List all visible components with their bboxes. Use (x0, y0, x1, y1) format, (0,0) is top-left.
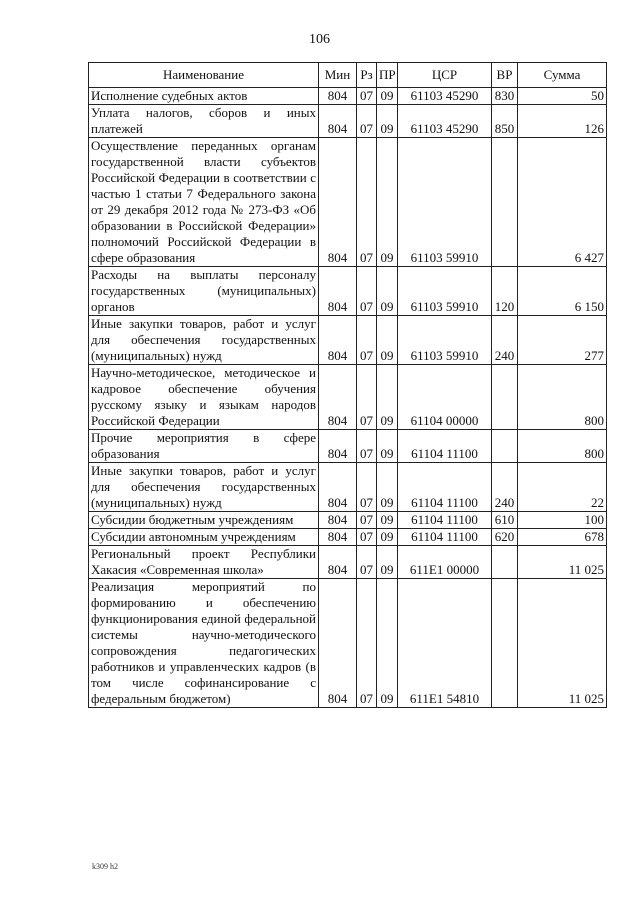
header-pr: ПР (377, 63, 398, 88)
page-number: 106 (309, 32, 330, 47)
cell-csr: 61103 45290 (398, 105, 492, 138)
cell-min: 804 (319, 579, 357, 708)
cell-min: 804 (319, 529, 357, 546)
table-row (89, 430, 607, 463)
table-row (89, 88, 607, 105)
cell-pr: 09 (377, 430, 398, 463)
table-row (89, 267, 607, 316)
cell-rz: 07 (357, 88, 377, 105)
cell-pr: 09 (377, 88, 398, 105)
cell-rz: 07 (357, 267, 377, 316)
cell-sum: 22 (518, 463, 607, 512)
cell-vr: 610 (492, 512, 518, 529)
cell-min: 804 (319, 105, 357, 138)
cell-min: 804 (319, 365, 357, 430)
cell-vr (492, 365, 518, 430)
cell-csr: 61104 11100 (398, 512, 492, 529)
table-row (89, 579, 607, 708)
cell-rz: 07 (357, 512, 377, 529)
cell-sum: 11 025 (518, 546, 607, 579)
cell-min: 804 (319, 138, 357, 267)
cell-sum: 100 (518, 512, 607, 529)
cell-pr: 09 (377, 316, 398, 365)
cell-min: 804 (319, 546, 357, 579)
cell-sum: 11 025 (518, 579, 607, 708)
cell-name: Расходы на выплаты персоналу государственных (муниципальных) органов (89, 267, 319, 316)
cell-name: Субсидии автономным учреждениям (89, 529, 319, 546)
cell-name: Иные закупки товаров, работ и услуг для обеспечения государственных (муниципальных) нужд (89, 463, 319, 512)
cell-vr (492, 579, 518, 708)
cell-min: 804 (319, 430, 357, 463)
cell-vr: 240 (492, 463, 518, 512)
cell-csr: 61104 11100 (398, 463, 492, 512)
cell-sum: 126 (518, 105, 607, 138)
table-row (89, 105, 607, 138)
cell-sum: 50 (518, 88, 607, 105)
cell-min: 804 (319, 267, 357, 316)
table-row (89, 512, 607, 529)
cell-sum: 800 (518, 430, 607, 463)
cell-csr: 61103 59910 (398, 267, 492, 316)
cell-csr: 611E1 00000 (398, 546, 492, 579)
cell-name: Исполнение судебных актов (89, 88, 319, 105)
cell-sum: 6 427 (518, 138, 607, 267)
header-min: Мин (319, 63, 357, 88)
cell-min: 804 (319, 463, 357, 512)
cell-rz: 07 (357, 546, 377, 579)
cell-pr: 09 (377, 546, 398, 579)
cell-pr: 09 (377, 138, 398, 267)
table-row (89, 365, 607, 430)
cell-vr (492, 138, 518, 267)
cell-sum: 800 (518, 365, 607, 430)
cell-name: Региональный проект Республики Хакасия «Современная школа» (89, 546, 319, 579)
table-row (89, 546, 607, 579)
cell-name: Иные закупки товаров, работ и услуг для обеспечения государственных (муниципальных) нужд (89, 316, 319, 365)
header-csr: ЦСР (398, 63, 492, 88)
table-body (89, 88, 607, 708)
cell-vr (492, 430, 518, 463)
cell-rz: 07 (357, 463, 377, 512)
table-row (89, 138, 607, 267)
cell-rz: 07 (357, 365, 377, 430)
cell-name: Осуществление переданных органам государственной власти субъектов Российской Федерации в соответствии с частью 1 статьи 7 Федерального закона от 29 декабря 2012 года № 273-ФЗ «Об образовании в Российской Федерации» полномочий Российской Федерации в сфере образования (89, 138, 319, 267)
cell-pr: 09 (377, 529, 398, 546)
cell-csr: 61104 11100 (398, 529, 492, 546)
header-sum: Сумма (518, 63, 607, 88)
cell-rz: 07 (357, 138, 377, 267)
cell-rz: 07 (357, 579, 377, 708)
table-row (89, 316, 607, 365)
cell-vr: 120 (492, 267, 518, 316)
cell-vr: 240 (492, 316, 518, 365)
cell-vr: 850 (492, 105, 518, 138)
header-vr: ВР (492, 63, 518, 88)
budget-table (88, 62, 607, 708)
cell-pr: 09 (377, 267, 398, 316)
cell-min: 804 (319, 512, 357, 529)
cell-csr: 61103 59910 (398, 316, 492, 365)
table-row (89, 463, 607, 512)
cell-name: Реализация мероприятий по формированию и обеспечению функционирования единой федеральной системы научно-методического сопровождения педагогических работников и управленческих кадров (в том числе софинансирование с федеральным бюджетом) (89, 579, 319, 708)
cell-name: Прочие мероприятия в сфере образования (89, 430, 319, 463)
cell-vr (492, 546, 518, 579)
cell-csr: 611E1 54810 (398, 579, 492, 708)
table-row (89, 529, 607, 546)
cell-pr: 09 (377, 512, 398, 529)
cell-csr: 61103 59910 (398, 138, 492, 267)
cell-min: 804 (319, 88, 357, 105)
cell-csr: 61104 00000 (398, 365, 492, 430)
cell-rz: 07 (357, 430, 377, 463)
table-header-row (89, 63, 607, 88)
cell-sum: 678 (518, 529, 607, 546)
cell-rz: 07 (357, 316, 377, 365)
cell-rz: 07 (357, 529, 377, 546)
header-name: Наименование (89, 63, 319, 88)
header-rz: Рз (357, 63, 377, 88)
cell-name: Научно-методическое, методическое и кадровое обеспечение обучения русскому языку и языкам народов Российской Федерации (89, 365, 319, 430)
cell-name: Субсидии бюджетным учреждениям (89, 512, 319, 529)
cell-name: Уплата налогов, сборов и иных платежей (89, 105, 319, 138)
cell-vr: 620 (492, 529, 518, 546)
footer-code: k309 h2 (92, 862, 118, 871)
cell-rz: 07 (357, 105, 377, 138)
cell-pr: 09 (377, 365, 398, 430)
cell-pr: 09 (377, 463, 398, 512)
cell-csr: 61103 45290 (398, 88, 492, 105)
cell-pr: 09 (377, 105, 398, 138)
cell-sum: 277 (518, 316, 607, 365)
cell-sum: 6 150 (518, 267, 607, 316)
cell-vr: 830 (492, 88, 518, 105)
cell-min: 804 (319, 316, 357, 365)
cell-csr: 61104 11100 (398, 430, 492, 463)
cell-pr: 09 (377, 579, 398, 708)
